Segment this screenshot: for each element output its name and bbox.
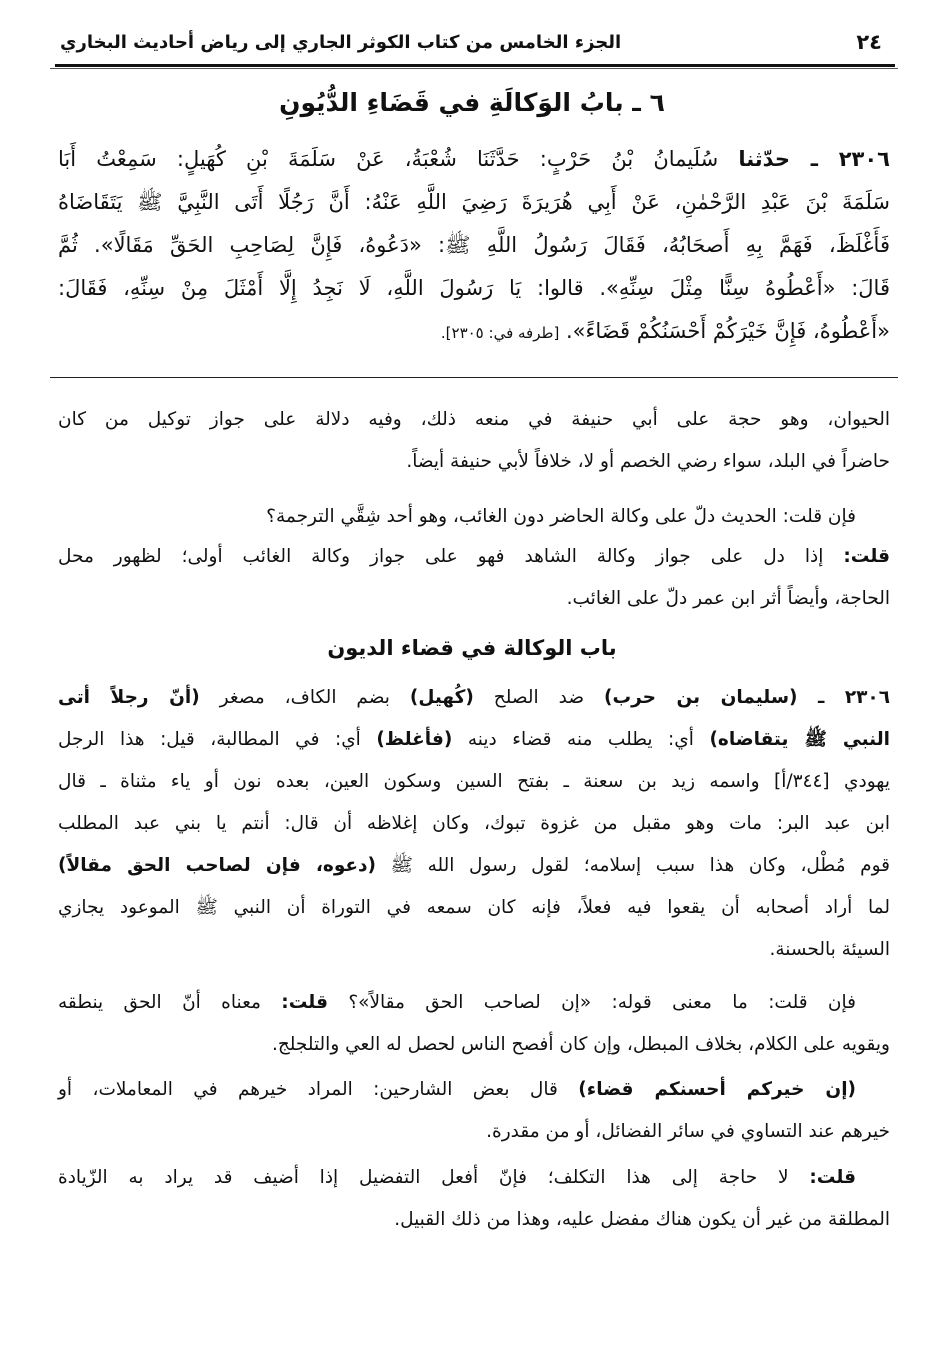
text-segment: إذا دل على جواز وكالة الشاهد فهو على جواز وكالة الغائب أولى؛ لظهور محل: [58, 546, 844, 567]
text-segment: قَالَ: «أَعْطُوهُ سِنًّا مِثْلَ سِنِّهِ». قالوا: يَا رَسُولَ اللَّهِ، لَا نَجِدُ إِلَّا أَمْثَلَ مِنْ سِنِّهِ، فَقَالَ:: [58, 276, 890, 300]
text-segment: الحاجة، وأيضاً أثر ابن عمر دلّ على الغائب.: [566, 588, 890, 609]
text-line: [58, 181, 890, 224]
section-heading: باب الوكالة في قضاء الديون: [327, 636, 617, 660]
text-segment: ويقويه على الكلام، بخلاف المبطل، وإن كان أفصح الناس لحصل له العي والتلجلج.: [271, 1034, 890, 1055]
text-line: [58, 224, 890, 267]
text-segment: يهودي [٣٤٤/أ] واسمه زيد بن سعنة ـ بفتح السين وسكون العين، بعده نون أو ياء مثناة ـ قال: [58, 771, 890, 792]
text-segment: حاضراً في البلد، سواء رضي الخصم أو لا، خلافاً لأبي حنيفة أيضاً.: [406, 451, 890, 472]
text-line: [58, 1111, 890, 1153]
text-segment: ضد الصلح: [473, 687, 605, 708]
text-segment: معناه أنّ الحق ينطقه: [58, 992, 282, 1013]
bold-text-segment: قلت:: [281, 992, 328, 1013]
text-line: [58, 1157, 890, 1199]
bold-text-segment: النبي ﷺ يتقاضاه): [709, 729, 891, 750]
text-line: [58, 310, 890, 353]
text-segment: خيرهم عند التساوي في سائر الفضائل، أو من مقدرة.: [486, 1121, 890, 1142]
running-title: الجزء الخامس من كتاب الكوثر الجاري إلى رياض أحاديث البخاري: [60, 32, 622, 53]
text-line: [58, 1199, 890, 1241]
commentary-paragraph: [58, 496, 890, 538]
text-line: [58, 441, 890, 483]
text-line: [58, 267, 890, 310]
text-segment: قال بعض الشارحين: المراد خيرهم في المعاملات، أو: [58, 1079, 579, 1100]
text-line: [58, 761, 890, 803]
text-segment: ابن عبد البر: مات وهو مقبل من غزوة تبوك، وكان إغلاظه أن قال: أنتم يا بني عبد المطلب: [58, 813, 890, 834]
text-segment: لما أراد أصحابه أن يقعوا فيه فعلاً، فإنه كان سمعه في التوراة أن النبي ﷺ الموعود يجازي: [58, 897, 890, 918]
text-line: [58, 845, 890, 887]
text-line: [58, 399, 890, 441]
text-segment: فإن قلت: ما معنى قوله: «إن لصاحب الحق مقالاً»؟: [327, 992, 856, 1013]
text-segment: سُلَيمانُ بْنُ حَرْبٍ: حَدَّثَنَا شُعْبَةُ، عَنْ سَلَمَةَ بْنِ كُهَيلٍ: سَمِعْتُ أَبَا: [58, 147, 739, 171]
text-segment: أي: يطلب منه قضاء دينه: [452, 729, 710, 750]
text-line: [58, 1069, 890, 1111]
text-line: [58, 677, 890, 719]
text-segment: الحيوان، وهو حجة على أبي حنيفة في منعه ذلك، وفيه دلالة على جواز توكيل من كان: [58, 409, 890, 430]
text-segment: بضم الكاف، مصغر: [199, 687, 410, 708]
commentary-paragraph: [58, 982, 890, 1066]
text-segment: لا حاجة إلى هذا التكلف؛ فإنّ أفعل التفضيل إذا أضيف قد يراد به الزّيادة: [58, 1167, 810, 1188]
text-line: [58, 982, 890, 1024]
commentary-paragraph: [58, 1157, 890, 1241]
text-line: [58, 803, 890, 845]
text-segment: أي: في المطالبة، قيل: هذا الرجل: [58, 729, 377, 750]
bold-text-segment: (كُهيل): [409, 687, 474, 708]
commentary-paragraph: [58, 399, 890, 483]
text-segment: قوم مُطْل، وكان هذا سبب إسلامه؛ لقول رسول الله ﷺ: [376, 855, 891, 876]
text-segment: السيئة بالحسنة.: [769, 939, 890, 960]
header-rule-thin: [50, 68, 898, 69]
text-line: [58, 536, 890, 578]
bold-text-segment: قلت:: [843, 546, 890, 567]
chapter-title: ٦ ـ بابُ الوَكالَةِ في قَضَاءِ الدُّيُونِ: [279, 88, 665, 117]
text-line: [58, 578, 890, 620]
hadith-text: [58, 138, 890, 353]
text-line: [58, 887, 890, 929]
text-line: [58, 719, 890, 761]
text-line: [58, 496, 890, 538]
text-segment: فإن قلت: الحديث دلّ على وكالة الحاضر دون الغائب، وهو أحد شِقَّي الترجمة؟: [266, 506, 856, 527]
commentary-paragraph: [58, 536, 890, 620]
page-number: ٢٤: [856, 30, 882, 54]
bold-text-segment: (فأغلظ): [376, 729, 453, 750]
text-segment: المطلقة من غير أن يكون هناك مفضل عليه، وهذا من ذلك القبيل.: [394, 1209, 890, 1230]
header-rule: [55, 64, 895, 67]
commentary-paragraph: [58, 1069, 890, 1153]
text-segment: «أَعْطُوهُ، فَإِنَّ خَيْرَكُمْ أَحْسَنُكُمْ قَضَاءً».: [559, 319, 890, 343]
bold-text-segment: ٢٣٠٦ ـ حدّثنا: [738, 147, 890, 171]
bold-text-segment: قلت:: [809, 1167, 856, 1188]
text-segment: سَلَمَةَ بْنَ عَبْدِ الرَّحْمٰنِ، عَنْ أَبِي هُرَيرَةَ رَضِيَ اللَّهِ عَنْهُ: أَنَّ رَجُلًا أَتَى النَّبِيَّ ﷺ يَتَقَاضَاهُ: [58, 190, 890, 214]
bold-text-segment: (أنّ رجلاً أتى: [58, 687, 200, 708]
text-divider: [50, 377, 898, 378]
text-segment: فَأَغْلَظَ، فَهَمَّ بِهِ أَصحَابُهُ، فَقَالَ رَسُولُ اللَّهِ ﷺ: «دَعُوهُ، فَإِنَّ لِصَاحِبِ الحَقِّ مَقَالًا». ثُمَّ: [58, 233, 890, 257]
text-line: [58, 1024, 890, 1066]
bold-text-segment: ٢٣٠٦ ـ (سليمان بن حرب): [604, 687, 890, 708]
bold-text-segment: (إن خيركم أحسنكم قضاء): [578, 1079, 856, 1100]
cross-reference: [طرفه في: ٢٣٠٥].: [440, 324, 560, 342]
bold-text-segment: (دعوه، فإن لصاحب الحق مقالاً): [58, 855, 377, 876]
text-line: [58, 929, 890, 971]
commentary-paragraph: [58, 677, 890, 971]
text-line: [58, 138, 890, 181]
